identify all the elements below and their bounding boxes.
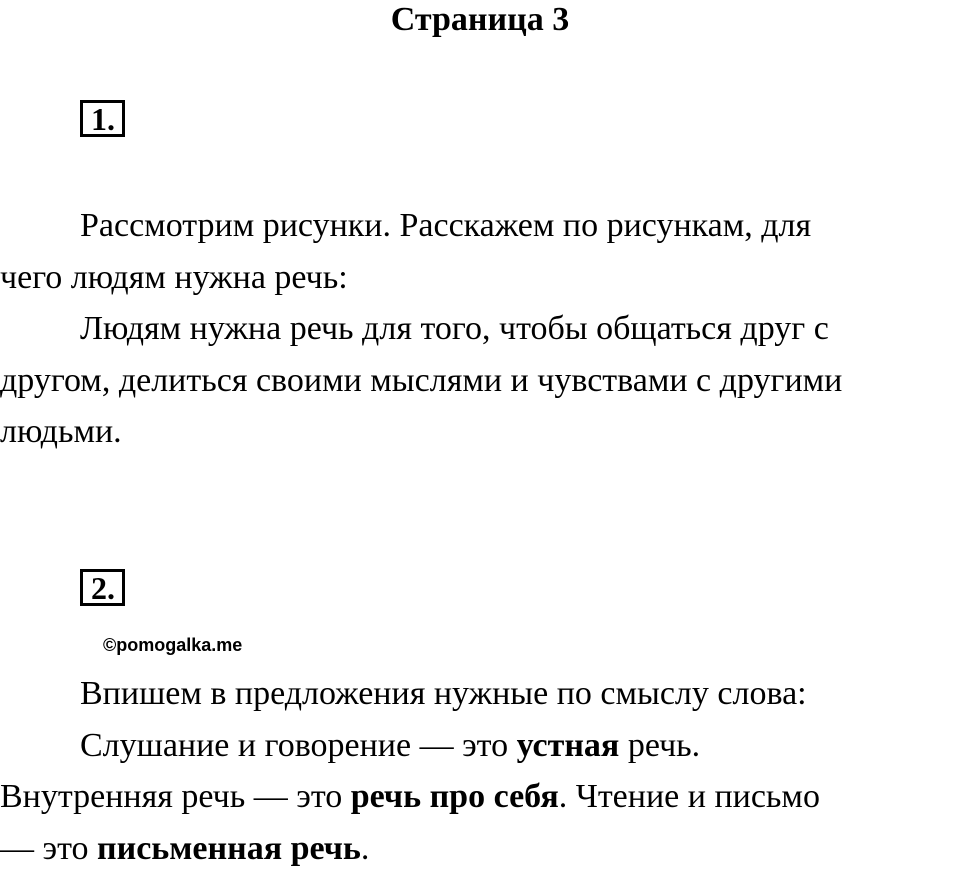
- task-1-line: чего людям нужна речь:: [0, 252, 960, 304]
- answer-word: устная: [517, 727, 620, 764]
- text-segment: речь.: [619, 727, 700, 764]
- text-segment: Внутренняя речь — это: [0, 778, 351, 815]
- task-1-text: [0, 200, 960, 458]
- answer-word: речь про себя: [351, 778, 559, 815]
- task-1-line: другом, делиться своими мыслями и чувствами с другими: [0, 355, 960, 407]
- task-2-sentence-1: [0, 720, 960, 772]
- task-2-number-box: [80, 569, 125, 606]
- task-1-line: Людям нужна речь для того, чтобы общаться друг с: [0, 303, 960, 355]
- task-2-sentence-2: [0, 771, 960, 823]
- task-1-number-dot: .: [107, 101, 115, 137]
- task-2-number: 2: [91, 570, 107, 606]
- task-2-number-dot: .: [107, 570, 115, 606]
- task-2-text: [0, 668, 960, 874]
- text-segment: . Чтение и письмо: [559, 778, 820, 815]
- task-1-line: людьми.: [0, 406, 960, 458]
- text-segment: — это: [0, 830, 97, 867]
- answer-word: письменная речь: [97, 830, 361, 867]
- task-2-intro: Впишем в предложения нужные по смыслу слова:: [0, 668, 960, 720]
- text-segment: .: [361, 830, 370, 867]
- task-1-number: 1: [91, 101, 107, 137]
- text-segment: Слушание и говорение — это: [80, 727, 517, 764]
- task-1-line: Рассмотрим рисунки. Расскажем по рисункам, для: [0, 200, 960, 252]
- page-title: Страница 3: [0, 0, 960, 40]
- task-2-sentence-3: [0, 823, 960, 874]
- watermark: ©pomogalka.me: [103, 634, 242, 656]
- task-1-number-box: [80, 100, 125, 137]
